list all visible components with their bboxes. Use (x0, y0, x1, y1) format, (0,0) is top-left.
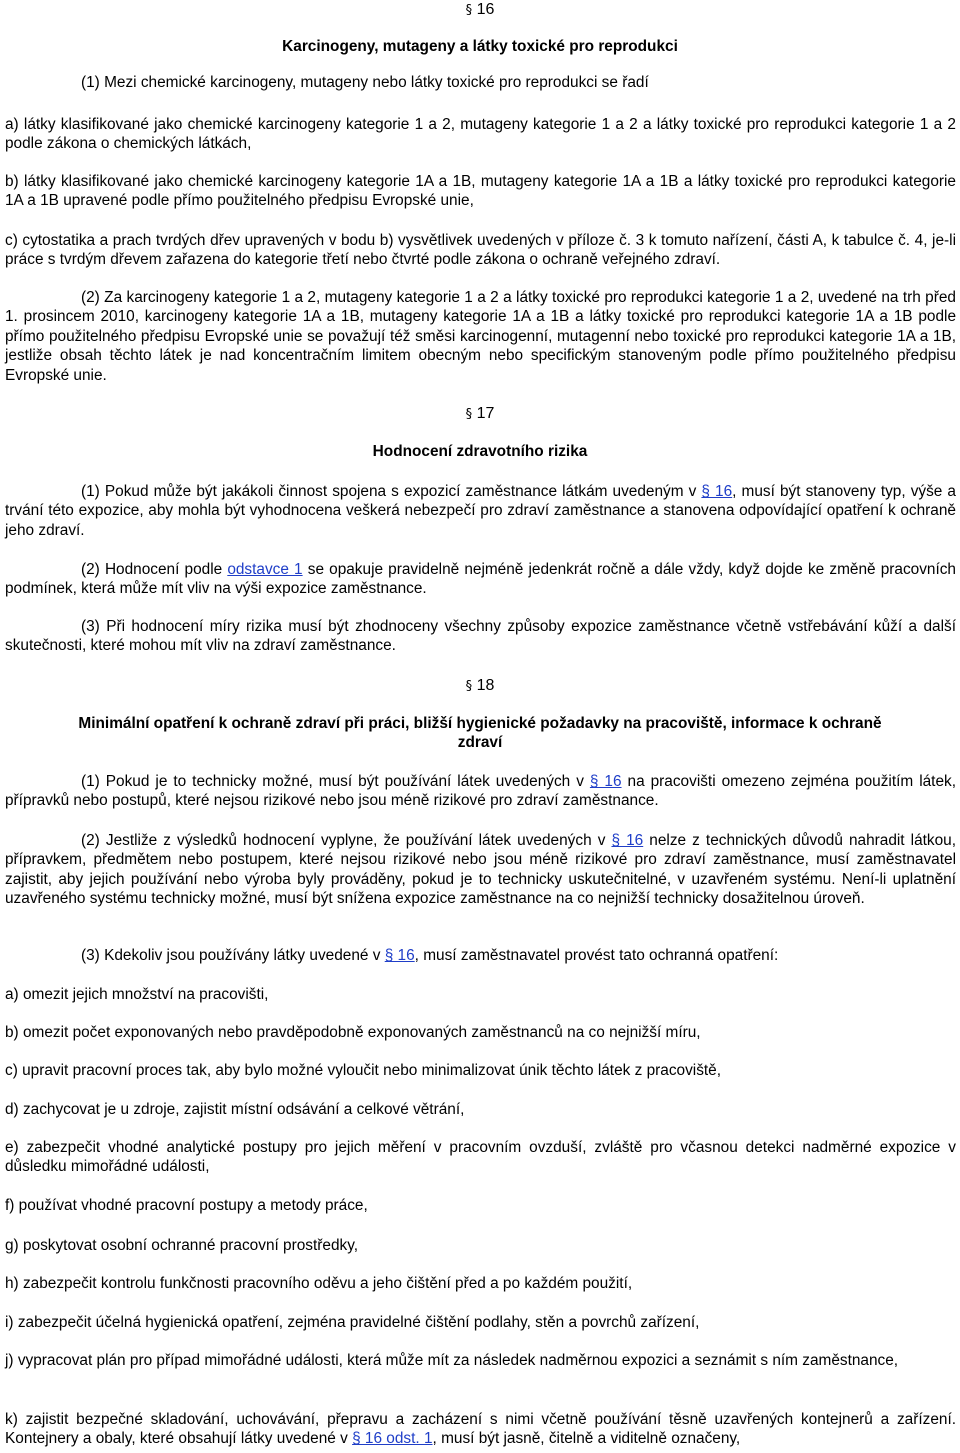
s18-paragraph-2 (5, 831, 956, 909)
text-run: (2) Jestliže z výsledků hodnocení vyplyne, že používání látek uvedených v (81, 832, 612, 849)
section-sign: § (465, 3, 473, 18)
section-17-heading (0, 404, 960, 424)
text-run: , musí být stanoveny typ, výše a trvání této expozice, aby mohla být vyhodnocena veškerá nebezpečí pro zdraví zaměstnance a stanovena odpovídající opatření k ochraně jeho zdraví. (5, 483, 956, 539)
section-sign: § (465, 407, 473, 422)
section-number: 16 (476, 1, 495, 18)
s18-item-e: e) zabezpečit vhodné analytické postupy pro jejich měření v pracovním ovzduší, zvláště pro včasnou detekci nadměrné expozice v důsledku mimořádné události, (5, 1139, 956, 1176)
text-run: (1) Pokud může být jakákoli činnost spojena s expozicí zaměstnance látkám uvedeným v (81, 483, 702, 500)
text-run: nelze z technických důvodů nahradit látkou, přípravkem, předmětem nebo postupem, které nejsou rizikové nebo jsou méně rizikové pro zdraví zaměstnance, musí zaměstnavatel zajistit, aby jejich používání nebo výroba byly prováděny, pokud je to technicky uskutečnitelné, v uzavřeném systému. Není-li uplatnění uzavřeného systému technicky možné, musí být snížena expozice zaměstnance na co nejnižší technicky dosažitelnou úroveň. (5, 832, 956, 908)
s16-item-a: a) látky klasifikované jako chemické karcinogeny kategorie 1 a 2, mutageny kategorie 1 a 2 a látky toxické pro reprodukci kategorie 1 a 2 podle zákona o chemických látkách, (5, 116, 956, 153)
s16-paragraph-1: (1) Mezi chemické karcinogeny, mutageny nebo látky toxické pro reprodukci se řadí (81, 74, 649, 91)
s18-item-j: j) vypracovat plán pro případ mimořádné události, která může mít za následek nadměrnou expozici a seznámit s ním zaměstnance, (5, 1352, 899, 1369)
s18-item-a: a) omezit jejich množství na pracovišti, (5, 986, 269, 1003)
text-run: (2) Hodnocení podle (81, 561, 228, 578)
s17-paragraph-1 (5, 482, 956, 540)
s18-item-h: h) zabezpečit kontrolu funkčnosti pracovního oděvu a jeho čištění před a po každém použití, (5, 1275, 633, 1292)
s18-item-k (5, 1410, 956, 1449)
text-run: (1) Pokud je to technicky možné, musí být používání látek uvedených v (81, 773, 590, 790)
section-number: 17 (476, 405, 495, 422)
section-18-title: Minimální opatření k ochraně zdraví při práci, bližší hygienické požadavky na pracoviště, informace k ochraně zdraví (78, 715, 882, 752)
text-run: na pracovišti omezeno zejména použitím látek, přípravků nebo postupů, které nejsou rizikové nebo jsou méně rizikové pro zdraví zaměstnance. (5, 773, 956, 810)
section-16-paragraph-1-link[interactable]: § 16 odst. 1 (352, 1430, 433, 1448)
s18-item-g: g) poskytovat osobní ochranné pracovní prostředky, (5, 1237, 359, 1254)
section-17-title: Hodnocení zdravotního rizika (372, 443, 588, 460)
text-run: se opakuje pravidelně nejméně jedenkrát ročně a dále vždy, když dojde ke změně pracovních podmínek, která může mít vliv na výši expozice zaměstnance. (5, 561, 956, 598)
s18-item-b: b) omezit počet exponovaných nebo pravděpodobně exponovaných zaměstnanců na co nejnižší míru, (5, 1024, 701, 1041)
s16-item-b: b) látky klasifikované jako chemické karcinogeny kategorie 1A a 1B, mutageny kategorie 1A a 1B a látky toxické pro reprodukci kategorie 1A a 1B upravené podle přímo použitelného předpisu Evropské unie, (5, 173, 956, 210)
s16-item-c: c) cytostatika a prach tvrdých dřev upravených v bodu b) vysvětlivek uvedených v příloze č. 3 k tomuto nařízení, části A, k tabulce č. 4, je-li práce s tvrdým dřevem zařazena do kategorie třetí nebo čtvrté podle zákona o ochraně veřejného zdraví. (5, 232, 956, 269)
section-18-heading (0, 676, 960, 696)
s17-paragraph-3: (3) Při hodnocení míry rizika musí být zhodnoceny všechny způsoby expozice zaměstnance včetně vstřebávání kůží a další skutečnosti, které mohou mít vliv na zdraví zaměstnance. (5, 618, 956, 655)
s17-paragraph-2 (5, 560, 956, 599)
s18-item-d: d) zachycovat je u zdroje, zajistit místní odsávání a celkové větrání, (5, 1101, 465, 1118)
s16-paragraph-2: (2) Za karcinogeny kategorie 1 a 2, mutageny kategorie 1 a 2 a látky toxické pro reprodukci kategorie 1 a 2, uvedené na trh před 1. prosincem 2010, karcinogeny kategorie 1A a 1B, mutageny kategorie 1A a 1B a látky toxické pro reprodukci kategorie 1A a 1B podle přímo použitelného předpisu Evropské unie se považují též směsi karcinogenní, mutagenní nebo toxické pro reprodukci kategorie 1A a 1B, jestliže obsah těchto látek je nad koncentračním limitem obecným nebo specifickým stanoveným podle přímo použitelného předpisu Evropské unie. (5, 289, 956, 384)
section-16-link[interactable]: § 16 (701, 483, 733, 500)
section-number: 18 (476, 677, 495, 694)
text-run: , musí být jasně, čitelně a viditelně označeny, (432, 1430, 741, 1448)
s18-item-i: i) zabezpečit účelná hygienická opatření, zejména pravidelné čištění podlahy, stěn a povrchů zařízení, (5, 1314, 700, 1331)
section-16-link[interactable]: § 16 (611, 832, 644, 849)
section-16-title: Karcinogeny, mutageny a látky toxické pro reprodukci (282, 38, 678, 55)
section-sign: § (465, 679, 473, 694)
s18-item-c: c) upravit pracovní proces tak, aby bylo možné vyloučit nebo minimalizovat únik těchto látek z pracoviště, (5, 1062, 721, 1079)
s18-paragraph-1 (5, 772, 956, 811)
section-16-link[interactable]: § 16 (589, 773, 622, 790)
section-16-heading (0, 0, 960, 20)
text-run: k) zajistit bezpečné skladování, uchovávání, přepravu a zacházení s nimi včetně používání těsně uzavřených kontejnerů a zařízení. Kontejnery a obaly, které obsahují látky uvedené v (5, 1411, 956, 1448)
text-run: , musí zaměstnavatel provést tato ochranná opatření: (414, 947, 779, 964)
s18-item-f: f) používat vhodné pracovní postupy a metody práce, (5, 1197, 368, 1214)
paragraph-1-link[interactable]: odstavce 1 (227, 561, 303, 578)
s18-paragraph-3 (5, 946, 956, 965)
section-16-link[interactable]: § 16 (384, 947, 415, 964)
text-run: (3) Kdekoliv jsou používány látky uvedené v (81, 947, 385, 964)
